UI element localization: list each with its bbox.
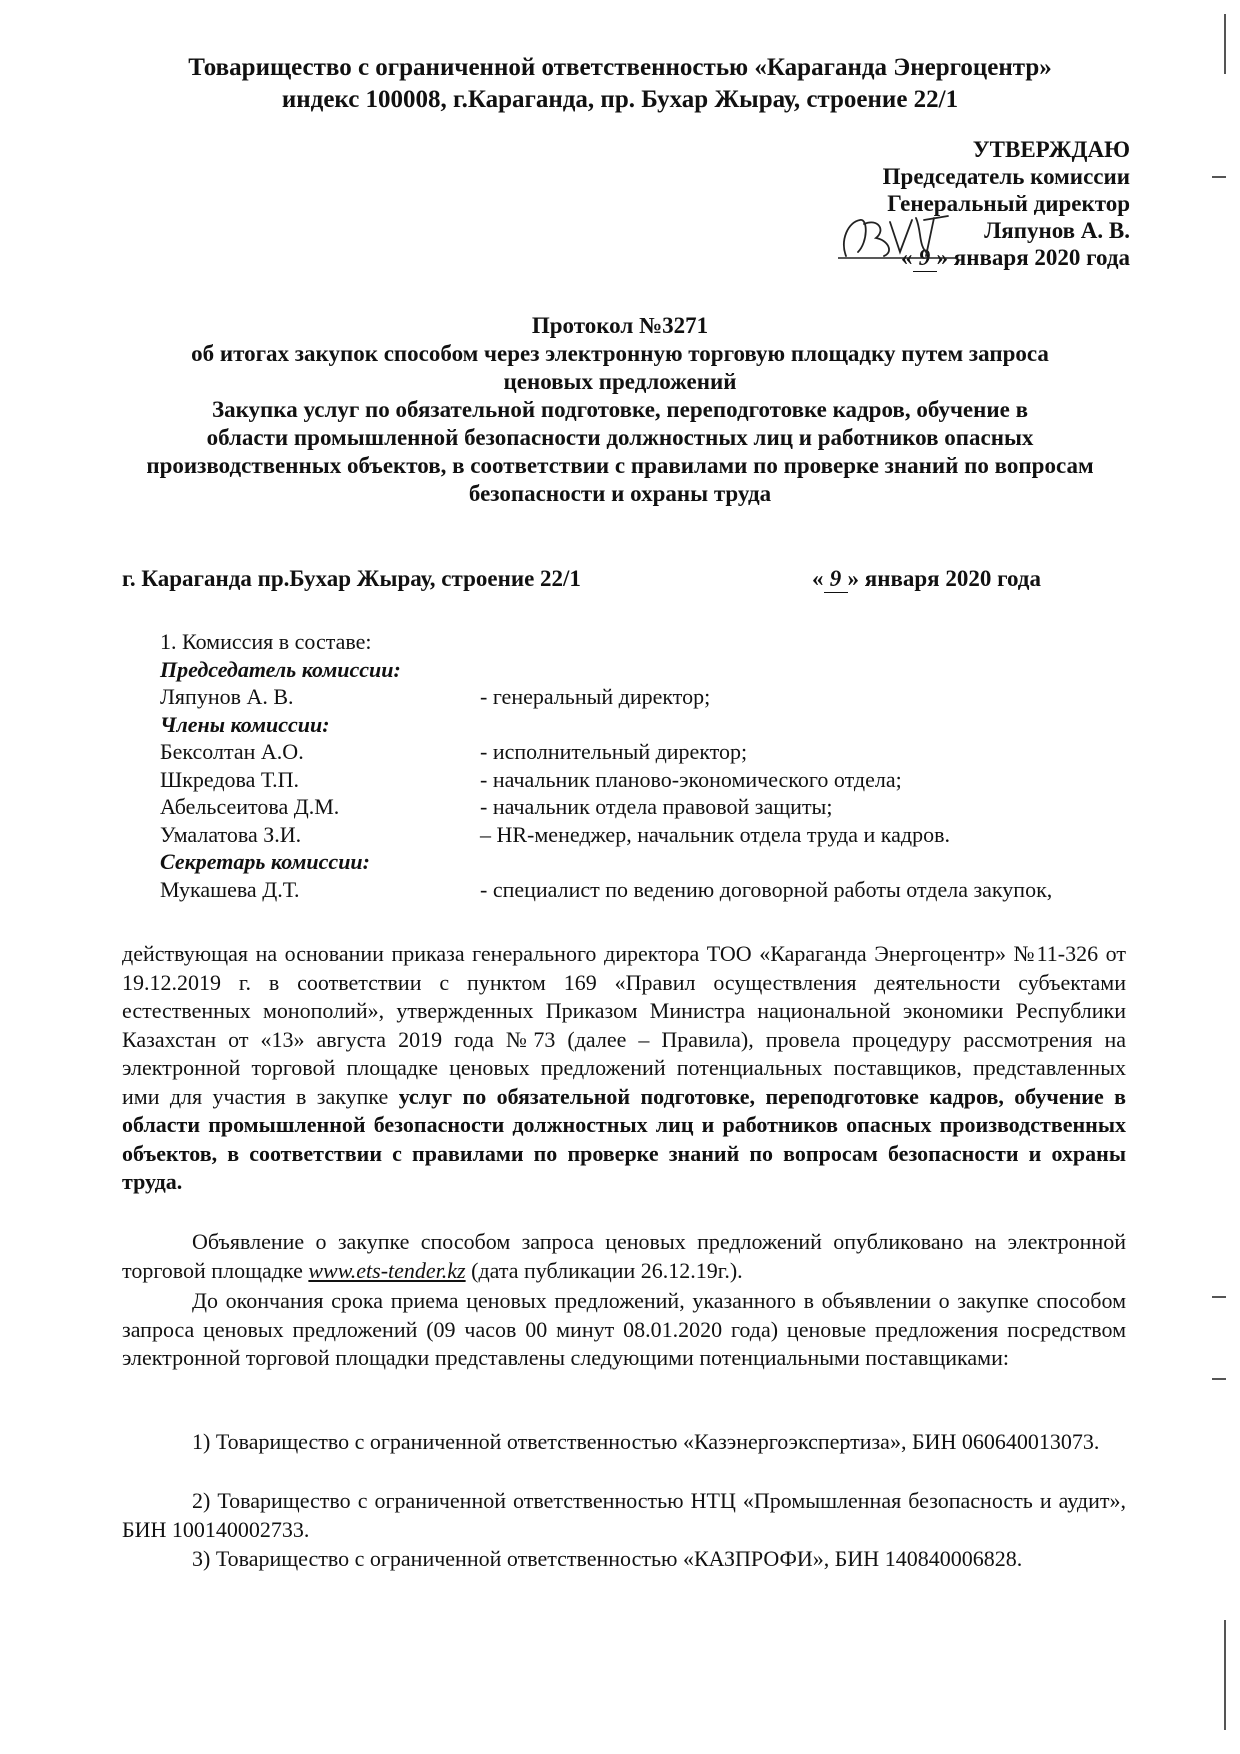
supplier-item: 1) Товарищество с ограниченной ответственностью «Казэнергоэкспертиза», БИН 060640013073. — [192, 1429, 1100, 1454]
approval-date-day: 9 — [913, 244, 937, 272]
member-name: Мукашева Д.Т. — [160, 876, 300, 902]
member-role: - исполнительный директор; — [480, 739, 748, 764]
place-date-day: 9 — [824, 566, 848, 593]
scan-edge-mark — [1212, 176, 1226, 178]
procurement-subject: услуг по обязательной подготовке, переподготовке кадров, обучение в области промышленной безопасности должностных лиц и работников опасных производственных объектов, в соответствии с правилами по проверке знаний по вопросам безопасности и охраны труда. — [122, 1083, 1126, 1194]
approval-title: УТВЕРЖДАЮ — [972, 137, 1130, 162]
company-header — [150, 52, 1090, 116]
scan-edge-mark — [1224, 1620, 1226, 1730]
member-name: Бексолтан А.О. — [160, 739, 304, 764]
place: г. Караганда пр.Бухар Жырау, строение 22/1 — [122, 566, 581, 591]
paragraph-announcement: Объявление о закупке способом запроса ценовых предложений опубликовано на электронной торговой площадке www.ets-tender.kz (дата публикации 26.12.19г.). — [122, 1229, 1126, 1283]
protocol-subtitle-1: об итогах закупок способом через электронную торговую площадку путем запроса — [191, 341, 1049, 366]
protocol-subject-2: области промышленной безопасности должностных лиц и работников опасных — [206, 425, 1034, 450]
supplier-item: 2) Товарищество с ограниченной ответственностью НТЦ «Промышленная безопасность и аудит», БИН 100140002733. — [122, 1488, 1126, 1542]
document-page: Товарищество с ограниченной ответственностью «Караганда Энергоцентр» индекс 100008, г.Караганда, пр. Бухар Жырау, строение 22/1 УТВЕРЖДАЮ Председатель комиссии Генеральный директор Ляпунов А. В. « 9 » января 2020 года Протокол №3271 об итогах закупок способом через электронную торговую площадку путем запроса ценовых предложений Закупка услуг по обязательной подготовке, переподготовке кадров, обучение в области промышленной безопасности должностных лиц и работников опасных производственных объектов, в соответствии с правилами по проверке знаний по вопросам безопасности и охраны труда г. Караганда пр.Бухар Жырау, строение 22/1 « 9 » января 2020 года 1. Комиссия в составе: Председатель комиссии: Ляпунов А. В. - генеральный директор; Члены комиссии: Бексолтан А.О. - исполнительный директор; Шкредова Т.П. - начальник планово-экономического отдела; Абельсеитова Д.М. - начальник отдела правовой защиты; Умалатова З.И. – HR-менеджер, начальник отдела труда и кадров. Секретарь комиссии: Мукашева Д.Т. - специалист по ведению договорной работы отдела закупок, действующая на основании приказа генерального директора ТОО «Караганда Энергоцентр» №11-326 от 19.12.2019 г. в соответствии с пунктом 169 «Правил осуществления деятельности субъектами естественных монополий», утвержденных Приказом Министра национальной экономики Республики Казахстан от «13» августа 2019 года №73 (далее – Правила), провела процедуру рассмотрения на электронной торговой площадке ценовых предложений потенциальных поставщиков, представленных ими для участия в закупке услуг по обязательной подготовке, переподготовке кадров, обучение в области промышленной безопасности должностных лиц и работников опасных производственных объектов, в соответствии с правилами по проверке знаний по вопросам безопасности и охраны труда. Объявление о закупке способом запроса ценовых предложений опубликовано на электронной торговой площадке www.ets-tender.kz (дата публикации 26.12.19г.). До окончания срока приема ценовых предложений, указанного в объявлении о закупке способом запроса ценовых предложений (09 часов 00 минут 08.01.2020 года) ценовые предложения посредством электронной торговой площадки представлены следующими потенциальными поставщиками: 1) Товарищество с ограниченной ответственностью «Казэнергоэкспертиза», БИН 060640013073. 2) Товарищество с ограниченной ответственностью НТЦ «Промышленная безопасность и аудит», БИН 100140002733. 3) Товарищество с ограниченной ответственностью «КАЗПРОФИ», БИН 140840006828. — [0, 0, 1240, 1754]
member-role: - специалист по ведению договорной работы отдела закупок, — [480, 876, 1053, 902]
company-address: индекс 100008, г.Караганда, пр. Бухар Жырау, строение 22/1 — [281, 86, 959, 113]
place-date: « 9 » января 2020 года — [812, 566, 1041, 591]
member-name: Шкредова Т.П. — [160, 766, 300, 792]
scan-edge-mark — [1212, 1378, 1226, 1380]
member-name: Умалатова З.И. — [160, 821, 302, 847]
paragraph-deadline: До окончания срока приема ценовых предложений, указанного в объявлении о закупке способом запроса ценовых предложений (09 часов 00 минут 08.01.2020 года) ценовые предложения посредством электронной торговой площадки представлены следующими потенциальными поставщиками: — [122, 1288, 1126, 1370]
approval-position-2: Генеральный директор — [887, 191, 1130, 216]
protocol-subtitle-2: ценовых предложений — [503, 369, 737, 394]
protocol-title-block — [110, 312, 1130, 508]
protocol-subject-4: безопасности и охраны труда — [468, 481, 772, 506]
approval-position-1: Председатель комиссии — [882, 164, 1130, 189]
protocol-subject-3: производственных объектов, в соответствии с правилами по проверке знаний по вопросам — [146, 453, 1094, 478]
protocol-number: Протокол №3271 — [531, 313, 709, 338]
member-role: - генеральный директор; — [480, 684, 711, 709]
member-role: - начальник планово-экономического отдела; — [480, 766, 902, 792]
scan-edge-mark — [1224, 14, 1226, 74]
scan-edge-mark — [1212, 1296, 1226, 1298]
tender-site-link[interactable]: www.ets-tender.kz — [308, 1257, 466, 1283]
member-role: – HR-менеджер, начальник отдела труда и кадров. — [480, 821, 950, 847]
member-name: Ляпунов А. В. — [160, 684, 294, 709]
member-role: - начальник отдела правовой защиты; — [480, 794, 833, 819]
paragraph-basis: действующая на основании приказа генерального директора ТОО «Караганда Энергоцентр» №11-326 от 19.12.2019 г. в соответствии с пунктом 169 «Правил осуществления деятельности субъектами естественных монополий», утвержденных Приказом Министра национальной экономики Республики Казахстан от «13» августа 2019 года №73 (далее – Правила), провела процедуру рассмотрения на электронной торговой площадке ценовых предложений потенциальных поставщиков, представленных ими для участия в закупке услуг по обязательной подготовке, переподготовке кадров, обучение в области промышленной безопасности должностных лиц и работников опасных производственных объектов, в соответствии с правилами по проверке знаний по вопросам безопасности и охраны труда. — [122, 941, 1126, 1194]
supplier-item: 3) Товарищество с ограниченной ответственностью «КАЗПРОФИ», БИН 140840006828. — [192, 1546, 1023, 1571]
approval-name: Ляпунов А. В. — [984, 218, 1130, 243]
member-name: Абельсеитова Д.М. — [160, 794, 340, 819]
signature-image — [838, 212, 958, 264]
protocol-subject-1: Закупка услуг по обязательной подготовке, переподготовке кадров, обучение в — [211, 397, 1029, 422]
company-name: Товарищество с ограниченной ответственностью «Караганда Энергоцентр» — [188, 54, 1052, 81]
approval-date: « 9 » января 2020 года — [901, 245, 1130, 270]
